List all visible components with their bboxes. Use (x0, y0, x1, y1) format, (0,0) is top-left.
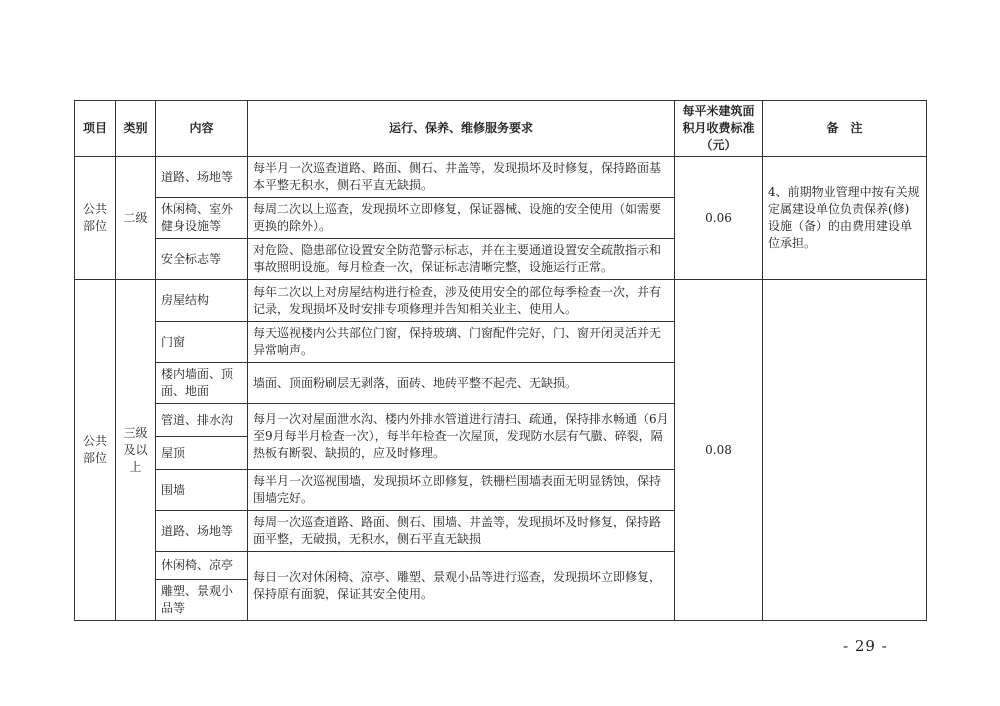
remark-cell: 4、前期物业管理中按有关规定属建设单位负责保养(修)设施（备）的由费用建设单位承担。 (763, 157, 927, 280)
requirement-cell: 每天巡视楼内公共部位门窗，保持玻璃、门窗配件完好，门、窗开闭灵活并无异常响声。 (248, 322, 675, 363)
content-cell: 房屋结构 (156, 280, 248, 322)
table-row (75, 280, 927, 322)
table-header-row (75, 101, 927, 157)
requirement-cell: 每月一次对屋面泄水沟、楼内外排水管道进行清扫、疏通，保持排水畅通（6月至9月每半月检查一次），每半年检查一次屋顶，发现防水层有气臌、碎裂，隔热板有断裂、缺损的，应及时修理。 (248, 404, 675, 470)
requirement-cell: 每周一次巡查道路、路面、侧石、围墙、井盖等，发现损坏及时修复，保持路面平整，无破损，无积水，侧石平直无缺损 (248, 511, 675, 552)
project-cell: 公共部位 (75, 280, 116, 621)
content-cell: 道路、场地等 (156, 157, 248, 198)
header-category: 类别 (116, 101, 156, 157)
fee-cell: 0.06 (675, 157, 763, 280)
content-cell: 休闲椅、室外健身设施等 (156, 198, 248, 239)
content-cell: 楼内墙面、顶面、地面 (156, 363, 248, 404)
fee-cell: 0.08 (675, 280, 763, 621)
category-cell: 二级 (116, 157, 156, 280)
requirement-cell: 每年二次以上对房屋结构进行检查，涉及使用安全的部位每季检查一次，并有记录，发现损坏及时安排专项修理并告知相关业主、使用人。 (248, 280, 675, 322)
category-cell: 三级及以上 (116, 280, 156, 621)
content-cell: 管道、排水沟 (156, 404, 248, 437)
requirement-cell: 每半月一次巡视围墙，发现损坏立即修复，铁栅栏围墙表面无明显锈蚀，保持围墙完好。 (248, 470, 675, 511)
header-fee: 每平米建筑面积月收费标准（元） (675, 101, 763, 157)
requirement-cell: 每日一次对休闲椅、凉亭、雕塑、景观小品等进行巡查，发现损坏立即修复，保持原有面貌，保证其安全使用。 (248, 552, 675, 621)
header-remarks: 备 注 (763, 101, 927, 157)
service-standard-table (74, 100, 927, 621)
requirement-cell: 每周二次以上巡查，发现损坏立即修复，保证器械、设施的安全使用（如需要更换的除外）。 (248, 198, 675, 239)
requirement-cell: 每半月一次巡查道路、路面、侧石、井盖等，发现损坏及时修复，保持路面基本平整无积水，侧石平直无缺损。 (248, 157, 675, 198)
requirement-cell: 墙面、顶面粉刷层无剥落，面砖、地砖平整不起壳、无缺损。 (248, 363, 675, 404)
content-cell: 围墙 (156, 470, 248, 511)
content-cell: 屋顶 (156, 437, 248, 470)
requirement-cell: 对危险、隐患部位设置安全防范警示标志，并在主要通道设置安全疏散指示和事故照明设施。每月检查一次，保证标志清晰完整，设施运行正常。 (248, 239, 675, 280)
header-requirements: 运行、保养、维修服务要求 (248, 101, 675, 157)
header-project: 项目 (75, 101, 116, 157)
content-cell: 安全标志等 (156, 239, 248, 280)
table-row (75, 157, 927, 198)
content-cell: 雕塑、景观小品等 (156, 580, 248, 621)
page-number: - 29 - (843, 637, 888, 655)
content-cell: 休闲椅、凉亭 (156, 552, 248, 580)
content-cell: 道路、场地等 (156, 511, 248, 552)
content-cell: 门窗 (156, 322, 248, 363)
project-cell: 公共部位 (75, 157, 116, 280)
header-content: 内容 (156, 101, 248, 157)
remark-cell (763, 280, 927, 621)
